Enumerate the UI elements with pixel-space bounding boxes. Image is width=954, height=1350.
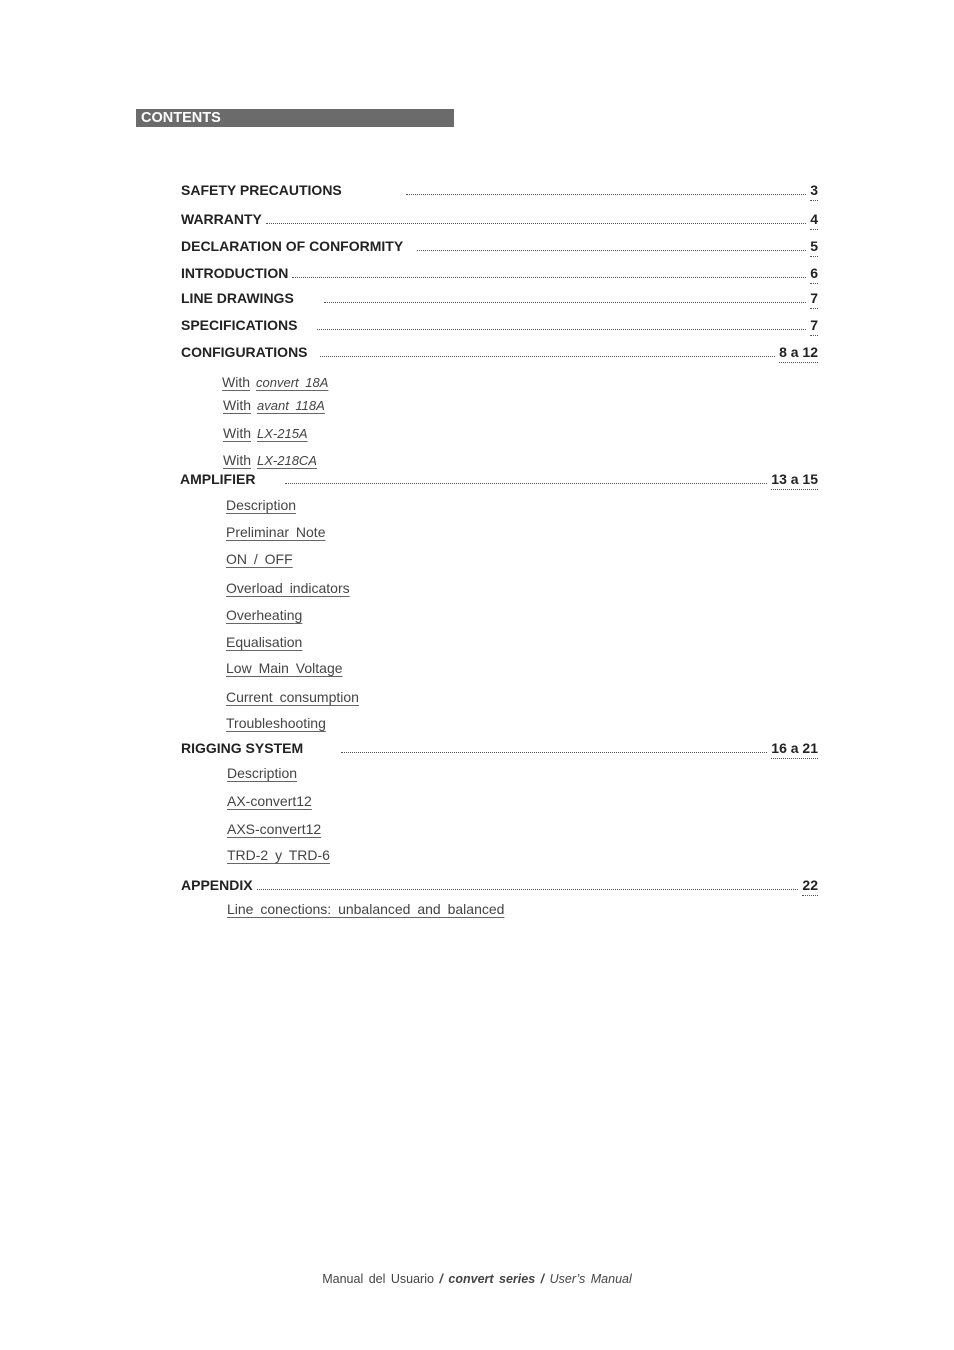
toc-sub-item[interactable]: ON / OFF (226, 551, 293, 567)
page-footer (0, 1272, 954, 1286)
toc-page: 5 (810, 237, 818, 257)
toc-row-line-drawings[interactable] (181, 289, 818, 311)
footer-english-title: User’s Manual (549, 1272, 632, 1286)
toc-leader (406, 194, 806, 195)
toc-leader (292, 277, 806, 278)
toc-page: 13 a 15 (771, 470, 818, 490)
toc-sub-item[interactable]: Preliminar Note (226, 524, 326, 540)
toc-sub-item[interactable]: Current consumption (226, 689, 359, 705)
toc-page: 4 (810, 210, 818, 230)
toc-title: AMPLIFIER (180, 471, 256, 487)
toc-sub-item[interactable]: Description (227, 765, 298, 781)
toc-row-appendix[interactable] (181, 876, 818, 898)
toc-sub-item[interactable]: Low Main Voltage (226, 660, 343, 676)
footer-spanish-title: Manual del Usuario (322, 1272, 434, 1286)
toc-leader (324, 302, 806, 303)
toc-sub-item[interactable]: Overload indicators (226, 580, 350, 596)
toc-page: 7 (810, 289, 818, 309)
toc-sub-item[interactable]: Overheating (226, 607, 303, 623)
toc-title: WARRANTY (181, 211, 262, 227)
toc-leader (285, 483, 767, 484)
toc-title: APPENDIX (181, 877, 253, 893)
toc-page: 16 a 21 (771, 739, 818, 759)
toc-row-amplifier[interactable] (180, 470, 818, 492)
toc-title: LINE DRAWINGS (181, 290, 294, 306)
toc-leader (257, 889, 799, 890)
footer-product: convert series (448, 1272, 536, 1286)
toc-row-rigging[interactable] (181, 739, 818, 761)
toc-sub-item[interactable]: With avant 118A (223, 397, 325, 413)
toc-leader (341, 752, 767, 753)
toc-title: SPECIFICATIONS (181, 317, 298, 333)
toc-page: 8 a 12 (779, 343, 818, 363)
contents-header: CONTENTS (136, 109, 454, 127)
toc-row-warranty[interactable] (181, 210, 818, 232)
toc-title: DECLARATION OF CONFORMITY (181, 238, 404, 254)
toc-title: INTRODUCTION (181, 265, 289, 281)
toc-page: 22 (802, 876, 818, 896)
toc-page: 7 (810, 316, 818, 336)
toc-page: 3 (810, 181, 818, 201)
toc-leader (317, 329, 806, 330)
toc-leader (266, 223, 806, 224)
toc-leader (320, 356, 776, 357)
toc-sub-item[interactable]: With LX-218CA (223, 452, 317, 468)
toc-row-safety[interactable] (181, 181, 818, 203)
footer-separator: / (439, 1272, 443, 1286)
toc-row-introduction[interactable] (181, 264, 818, 286)
toc-sub-item[interactable]: Equalisation (226, 634, 303, 650)
toc-sub-item[interactable]: Description (226, 497, 297, 513)
toc-sub-item[interactable]: AXS-convert12 (227, 821, 322, 837)
toc-page: 6 (810, 264, 818, 284)
toc-sub-item[interactable]: Line conections: unbalanced and balanced (227, 901, 505, 917)
toc-title: SAFETY PRECAUTIONS (181, 182, 342, 198)
toc-row-specifications[interactable] (181, 316, 818, 338)
toc-sub-item[interactable]: With LX-215A (223, 425, 308, 441)
toc-sub-item[interactable]: TRD-2 y TRD-6 (227, 847, 330, 863)
toc-sub-item[interactable]: With convert 18A (222, 374, 329, 390)
toc-title: CONFIGURATIONS (181, 344, 308, 360)
toc-sub-item[interactable]: Troubleshooting (226, 715, 326, 731)
toc-leader (417, 250, 806, 251)
toc-title: RIGGING SYSTEM (181, 740, 304, 756)
toc-sub-item[interactable]: AX-convert12 (227, 793, 312, 809)
footer-separator: / (540, 1272, 545, 1286)
toc-row-conformity[interactable] (181, 237, 818, 259)
toc-row-configurations[interactable] (181, 343, 818, 365)
